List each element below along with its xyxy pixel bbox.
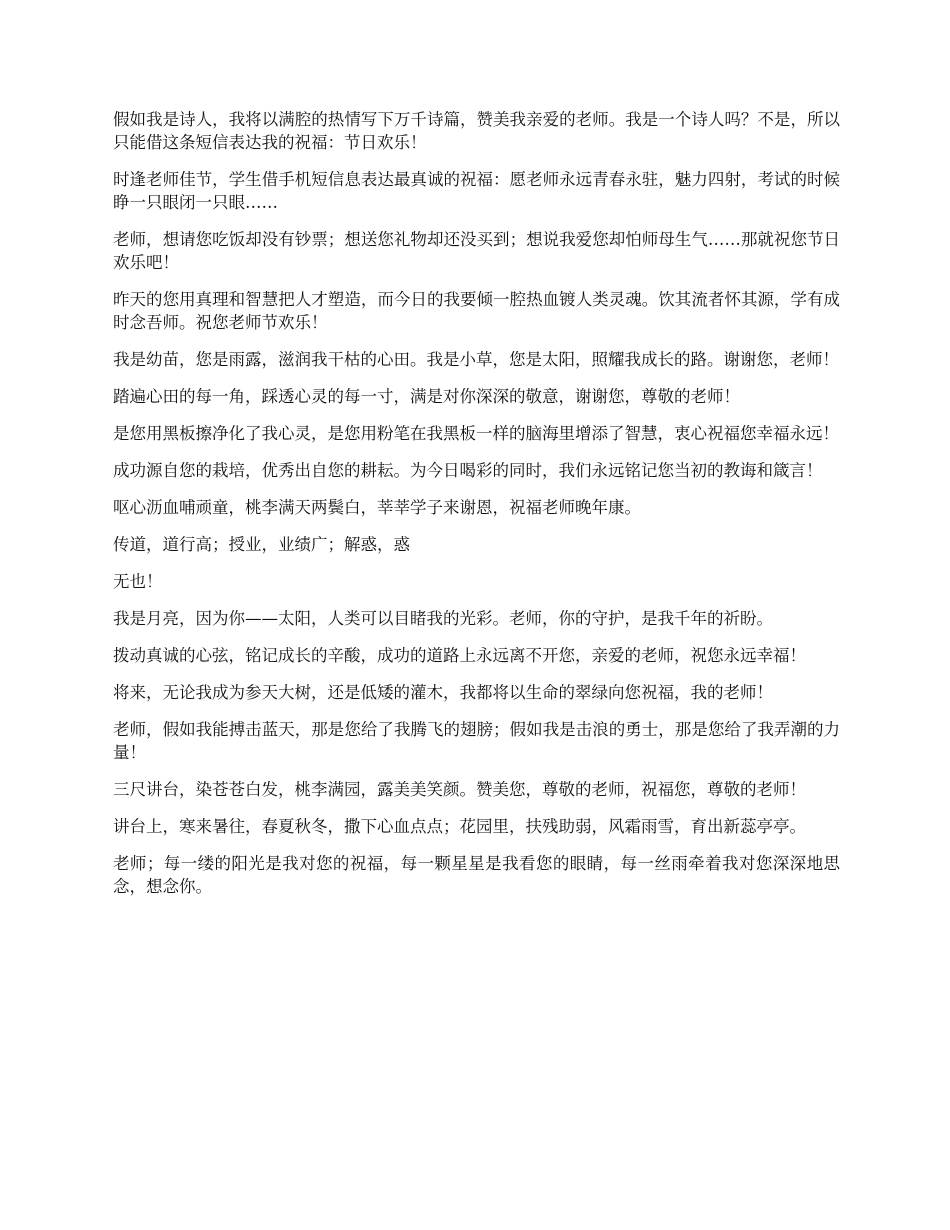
paragraph-5: 我是幼苗，您是雨露，滋润我干枯的心田。我是小草，您是太阳，照耀我成长的路。谢谢您，老师！ xyxy=(113,350,839,369)
paragraph-6: 踏遍心田的每一角，踩透心灵的每一寸，满是对你深深的敬意，谢谢您，尊敬的老师！ xyxy=(113,387,740,406)
paragraph-1: 假如我是诗人，我将以满腔的热情写下万千诗篇，赞美我亲爱的老师。我是一个诗人吗？不是，所以只能借这条短信表达我的祝福：节日欢乐！ xyxy=(113,110,840,152)
paragraph-17: 讲台上，寒来暑往，春夏秋冬，撒下心血点点；花园里，扶残助弱，风霜雨雪，育出新蕊亭亭。 xyxy=(113,817,806,836)
paragraph-7: 是您用黑板擦净化了我心灵，是您用粉笔在我黑板一样的脑海里增添了智慧，衷心祝福您幸福永远！ xyxy=(113,424,839,443)
paragraph-2: 时逢老师佳节，学生借手机短信息表达最真诚的祝福：愿老师永远青春永驻，魅力四射，考试的时候睁一只眼闭一只眼…… xyxy=(113,170,840,212)
paragraph-8: 成功源自您的栽培，优秀出自您的耕耘。为今日喝彩的同时，我们永远铭记您当初的教诲和箴言！ xyxy=(113,461,823,480)
paragraph-16: 三尺讲台，染苍苍白发，桃李满园，露美美笑颜。赞美您，尊敬的老师，祝福您，尊敬的老师！ xyxy=(113,780,806,799)
paragraph-14: 将来，无论我成为参天大树，还是低矮的灌木，我都将以生命的翠绿向您祝福，我的老师！ xyxy=(113,683,773,702)
paragraph-18: 老师；每一缕的阳光是我对您的祝福，每一颗星星是我看您的眼睛，每一丝雨牵着我对您深深地思念，想念你。 xyxy=(113,854,840,896)
paragraph-3: 老师，想请您吃饭却没有钞票；想送您礼物却还没买到；想说我爱您却怕师母生气……那就祝您节日欢乐吧！ xyxy=(113,230,840,272)
paragraph-4: 昨天的您用真理和智慧把人才塑造，而今日的我要倾一腔热血镀人类灵魂。饮其流者怀其源，学有成时念吾师。祝您老师节欢乐！ xyxy=(113,290,840,332)
paragraph-15: 老师，假如我能搏击蓝天，那是您给了我腾飞的翅膀；假如我是击浪的勇士，那是您给了我弄潮的力量！ xyxy=(113,720,840,762)
paragraph-9: 呕心沥血哺顽童，桃李满天两鬓白，莘莘学子来谢恩，祝福老师晚年康。 xyxy=(113,498,641,517)
paragraph-10: 传道，道行高；授业，业绩广；解惑，惑 xyxy=(113,535,410,554)
paragraph-12: 我是月亮，因为你——太阳，人类可以目睹我的光彩。老师，你的守护，是我千年的祈盼。 xyxy=(113,609,773,628)
document-body xyxy=(113,108,840,912)
paragraph-11: 无也！ xyxy=(113,572,163,591)
paragraph-13: 拨动真诚的心弦，铭记成长的辛酸，成功的道路上永远离不开您，亲爱的老师，祝您永远幸福！ xyxy=(113,646,806,665)
